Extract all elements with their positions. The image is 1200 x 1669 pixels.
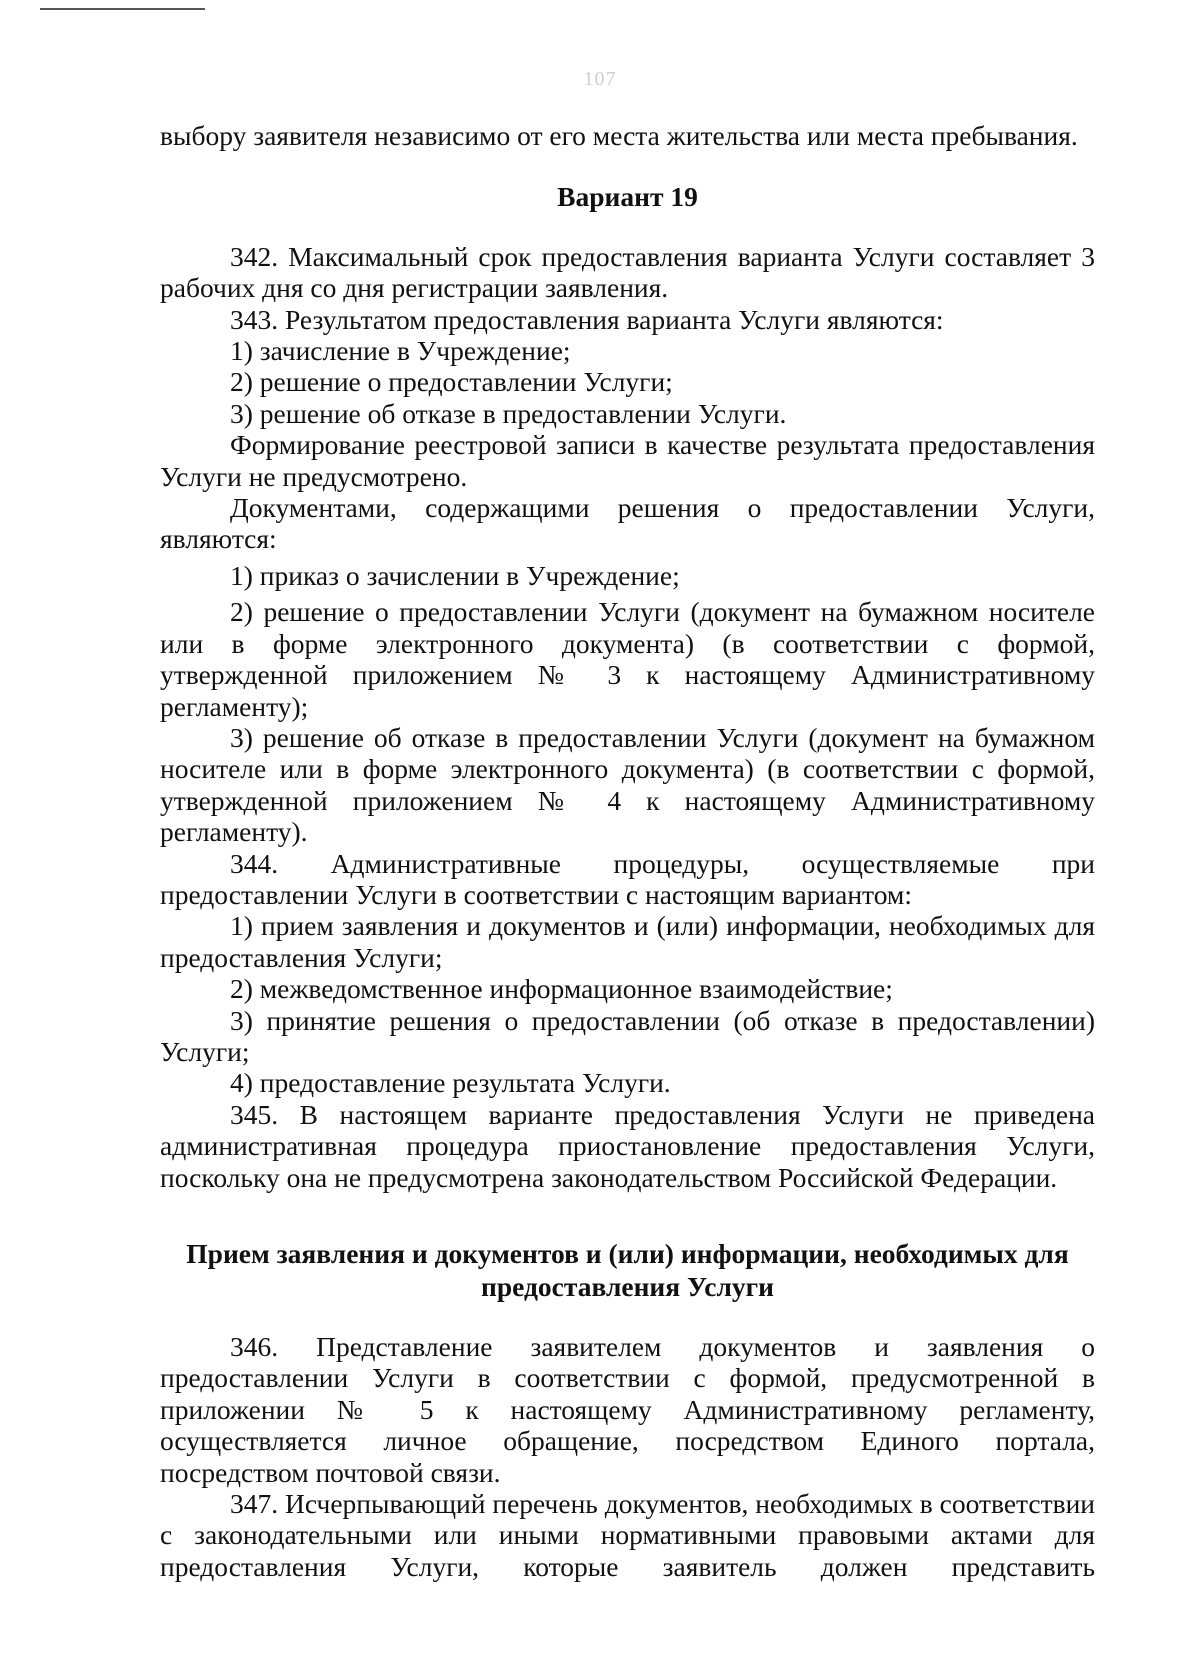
variant-heading: Вариант 19 <box>557 181 698 213</box>
list-item: 3) решение об отказе в предоставлении Услуги. <box>230 397 787 429</box>
paragraph-344: 344. Административные процедуры, осуществляемые при предоставлении Услуги в соответствии с настоящим вариантом: <box>160 847 1095 910</box>
paragraph-documents: Документами, содержащими решения о предоставлении Услуги, являются: <box>160 492 1095 555</box>
list-item: 3) решение об отказе в предоставлении Услуги (документ на бумажном носителе или в форме электронного документа) (в соответствии с формой, утвержденной приложением № 4 к настоящему Административному регламенту). <box>160 721 1095 848</box>
list-item: 1) приказ о зачислении в Учреждение; <box>230 559 680 591</box>
section-heading: Прием заявления и документов и (или) информации, необходимых для предоставления Услуги <box>186 1238 1069 1302</box>
paragraph-continuation: выбору заявителя независимо от его места жительства или места пребывания. <box>160 120 1078 151</box>
list-item: 3) принятие решения о предоставлении (об отказе в предоставлении) Услуги; <box>160 1004 1095 1067</box>
paragraph-registry: Формирование реестровой записи в качестве результата предоставления Услуги не предусмотрено. <box>160 429 1095 492</box>
paragraph-342: 342. Максимальный срок предоставления варианта Услуги составляет 3 рабочих дня со дня регистрации заявления. <box>160 240 1095 304</box>
paragraph-345: 345. В настоящем варианте предоставления Услуги не приведена административная процедура приостановление предоставления Услуги, поскольку она не предусмотрена законодательством Российской Федерации. <box>160 1098 1095 1193</box>
paragraph-346: 346. Представление заявителем документов и заявления о предоставлении Услуги в соответствии с формой, предусмотренной в приложении № 5 к настоящему Административному регламенту, осуществляется личное обращение, посредством Единого портала, посредством почтовой связи. <box>160 1331 1095 1488</box>
top-rule <box>40 8 205 10</box>
paragraph-347: 347. Исчерпывающий перечень документов, необходимых в соответствии с законодательными или иными нормативными правовыми актами для предоставления Услуги, которые заявитель должен представить <box>160 1488 1096 1582</box>
paragraph-343: 343. Результатом предоставления варианта Услуги являются: <box>230 303 944 335</box>
list-item: 2) решение о предоставлении Услуги (документ на бумажном носителе или в форме электронного документа) (в соответствии с формой, утвержденной приложением № 3 к настоящему Административному регламенту); <box>160 596 1095 722</box>
list-item: 2) межведомственное информационное взаимодействие; <box>230 973 893 1005</box>
list-item: 1) прием заявления и документов и (или) информации, необходимых для предоставления Услуги; <box>160 910 1095 973</box>
list-item: 2) решение о предоставлении Услуги; <box>230 366 673 398</box>
list-item: 4) предоставление результата Услуги. <box>230 1067 671 1099</box>
list-item: 1) зачисление в Учреждение; <box>230 335 571 367</box>
page-number: 107 <box>583 68 617 90</box>
document-body <box>160 120 1095 1582</box>
